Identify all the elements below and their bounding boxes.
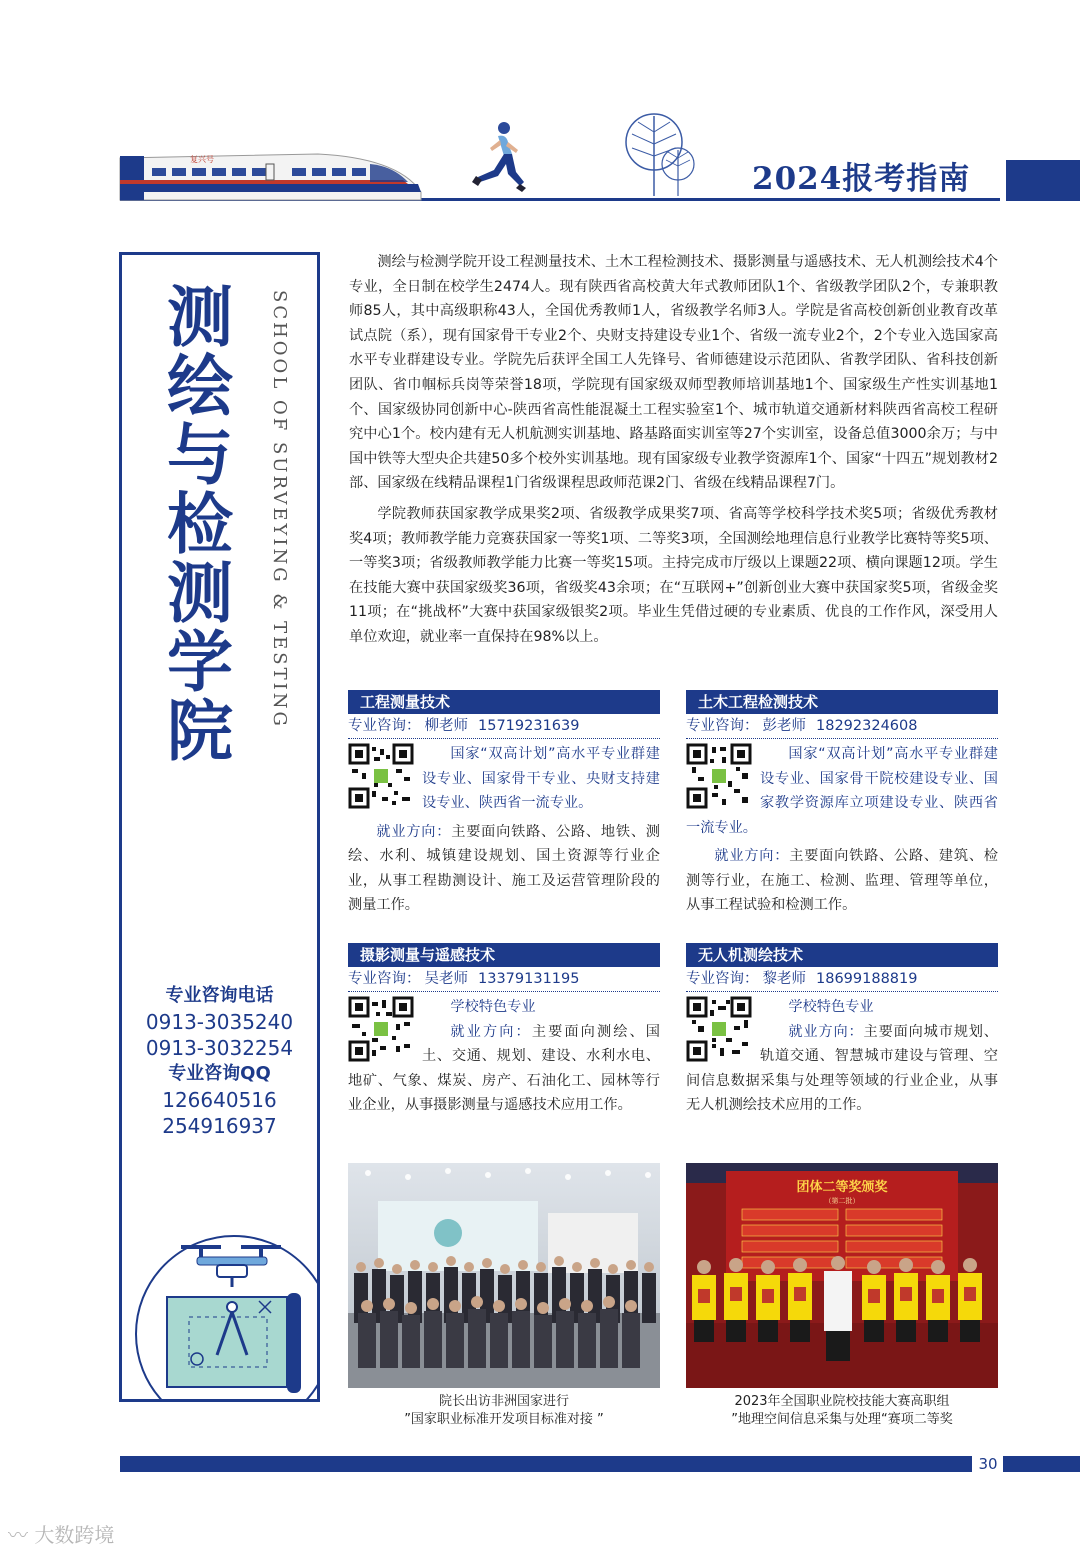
screen-subtitle: （第二批）	[824, 1197, 860, 1205]
qr-code-icon[interactable]	[686, 743, 752, 809]
major-direction	[686, 844, 998, 918]
phone-label: 专业咨询电话	[165, 985, 274, 1006]
group-photo-image	[348, 1163, 660, 1388]
tree-decoration-icon	[622, 112, 697, 197]
contact-phone: 0913-3035240	[145, 1010, 294, 1034]
college-introduction	[349, 250, 998, 656]
caption-line: 院长出访非洲国家进行	[438, 1394, 569, 1409]
major-consult	[348, 714, 660, 739]
major-features: 国家“双高计划”高水平专业群建设专业、国家骨干专业、央财支持建设专业、陕西省一流专业。	[422, 746, 660, 811]
consult-phone: 13379131195	[478, 971, 580, 987]
runner-icon	[468, 120, 528, 195]
direction-text: 主要面向测绘、国土、交通、规划、建设、水利水电、地矿、气象、煤炭、房产、石油化工、园林等行业企业，从事摄影测量与遥感技术应用工作。	[348, 1023, 660, 1113]
major-consult	[686, 967, 998, 992]
major-features: 学校特色专业	[450, 999, 536, 1015]
caption-line: ”国家职业标准开发项目标准对接 ”	[404, 1412, 604, 1427]
college-english-name: SCHOOL OF SURVEYING & TESTING	[269, 290, 290, 729]
college-title-char: 检	[167, 485, 233, 563]
watermark-logo-icon: 〰	[8, 1523, 28, 1547]
major-card-drone-mapping	[686, 943, 998, 1118]
consult-teacher: 吴老师	[424, 971, 468, 987]
qr-code-icon[interactable]	[686, 996, 752, 1062]
consult-teacher: 彭老师	[762, 718, 806, 734]
major-name: 土木工程检测技术	[686, 690, 998, 714]
contact-phone: 0913-3032254	[145, 1036, 294, 1060]
major-card-surveying	[348, 690, 660, 918]
college-title-char: 院	[167, 692, 233, 770]
qr-code-icon[interactable]	[348, 743, 414, 809]
watermark	[8, 1520, 114, 1550]
major-card-civil-testing	[686, 690, 998, 918]
direction-label: 就业方向：	[788, 1023, 864, 1040]
college-english-name-wrap	[262, 290, 292, 729]
college-title-char: 学	[167, 623, 233, 701]
major-consult	[348, 967, 660, 992]
intro-paragraph: 学院教师获国家教学成果奖2项、省级教学成果奖7项、省高等学校科学技术奖5项；省级优秀教材奖4项；教师教学能力竞赛获国家一等奖1项、二等奖3项，全国测绘地理信息行业教学比赛特等奖5项、一等奖3项；省级教师教学能力比赛一等奖15项。主持完成市厅级以上课题22项、横向课题12项。学生在技能大赛中获国家级奖36项，省级奖43余项；在“互联网+”创新创业大赛中获国家奖5项，省级金奖11项；在“挑战杯”大赛中获国家级银奖2项。毕业生凭借过硬的专业素质、优良的工作作风，深受用人单位欢迎，就业率一直保持在98%以上。	[349, 505, 998, 645]
photo-africa-visit	[348, 1163, 660, 1388]
drone-survey-icon	[137, 1237, 320, 1402]
consult-phone: 18292324608	[816, 718, 918, 734]
college-title-char: 测	[167, 554, 233, 632]
page-number: 30	[978, 1455, 998, 1473]
major-direction	[348, 820, 660, 918]
major-features: 国家“双高计划”高水平专业群建设专业、国家骨干院校建设专业、国家教学资源库立项建设专业、陕西省一流专业。	[686, 746, 998, 836]
consult-teacher: 柳老师	[424, 718, 468, 734]
direction-label: 就业方向：	[714, 848, 790, 864]
contact-qq: 126640516	[162, 1088, 277, 1112]
direction-label: 就业方向：	[450, 1023, 532, 1040]
direction-text: 主要面向铁路、公路、地铁、测绘、水利、城镇建设规划、国土资源等行业企业，从事工程勘测设计、施工及运营管理阶段的测量工作。	[348, 823, 660, 913]
photo-skills-award	[686, 1163, 998, 1388]
major-features: 学校特色专业	[788, 999, 874, 1015]
college-title-char: 与	[167, 416, 233, 494]
consult-label: 专业咨询：	[348, 971, 421, 987]
contact-block	[122, 983, 317, 1139]
major-consult	[686, 714, 998, 739]
direction-label: 就业方向：	[376, 823, 452, 840]
qq-label: 专业咨询QQ	[168, 1063, 271, 1084]
college-title-char: 测	[167, 278, 233, 356]
college-title-char: 绘	[167, 347, 233, 425]
screen-title: 团体二等奖颁奖	[796, 1180, 888, 1195]
footer-accent-block	[1003, 1456, 1080, 1472]
photo-caption	[686, 1393, 998, 1429]
consult-phone: 18699188819	[816, 971, 918, 987]
caption-line: ”地理空间信息采集与处理“赛项二等奖	[731, 1412, 953, 1427]
bullet-train-illustration	[118, 148, 423, 204]
college-sidebar	[119, 252, 320, 1402]
photo-caption	[348, 1393, 660, 1429]
major-name: 无人机测绘技术	[686, 943, 998, 967]
college-title	[160, 278, 240, 770]
drone-illustration	[135, 1235, 320, 1402]
consult-teacher: 黎老师	[762, 971, 806, 987]
footer-bar	[120, 1456, 972, 1472]
train-label: 复兴号	[190, 155, 214, 164]
major-name: 摄影测量与遥感技术	[348, 943, 660, 967]
caption-line: 2023年全国职业院校技能大赛高职组	[734, 1394, 950, 1409]
contact-qq: 254916937	[162, 1114, 277, 1138]
header-accent-block	[1006, 160, 1080, 201]
watermark-text: 大数跨境	[34, 1523, 115, 1547]
consult-phone: 15719231639	[478, 718, 580, 734]
qr-code-icon[interactable]	[348, 996, 414, 1062]
major-name: 工程测量技术	[348, 690, 660, 714]
consult-label: 专业咨询：	[686, 971, 759, 987]
major-card-photogrammetry	[348, 943, 660, 1118]
consult-label: 专业咨询：	[686, 718, 759, 734]
award-ceremony-image	[686, 1163, 998, 1388]
direction-text: 主要面向城市规划、轨道交通、智慧城市建设与管理、空间信息数据采集与处理等领域的行业企业，从事无人机测绘技术应用的工作。	[686, 1023, 998, 1113]
direction-text: 主要面向铁路、公路、建筑、检测等行业，在施工、检测、监理、管理等单位，从事工程试验和检测工作。	[686, 848, 998, 913]
guide-title: 2024报考指南	[752, 161, 971, 197]
consult-label: 专业咨询：	[348, 718, 421, 734]
intro-paragraph: 测绘与检测学院开设工程测量技术、土木工程检测技术、摄影测量与遥感技术、无人机测绘技术4个专业，全日制在校学生2474人。现有陕西省高校黄大年式教师团队1个、省级教学团队2个，专兼职教师85人，其中高级职称43人，全国优秀教师1人，省级教学名师3人。学院是省高校创新创业教育改革试点院（系），现有国家骨干专业2个、央财支持建设专业1个、省级一流专业2个，2个专业入选国家高水平专业群建设专业。学院先后获评全国工人先锋号、省师德建设示范团队、省教学团队、省科技创新团队、省巾帼标兵岗等荣誉18项，学院现有国家级双师型教师培训基地1个、国家级生产性实训基地1个、国家级协同创新中心-陕西省高性能混凝土工程实验室1个、城市轨道交通新材料陕西省高校工程研究中心1个。校内建有无人机航测实训基地、路基路面实训室等27个实训室，设备总值3000余万；与中国中铁等大型央企共建50多个校外实训基地。现有国家级专业教学资源库1个、国家“十四五”规划教材2部、国家级在线精品课程1门省级课程思政师范课2门、省级在线精品课程7门。	[349, 254, 998, 492]
